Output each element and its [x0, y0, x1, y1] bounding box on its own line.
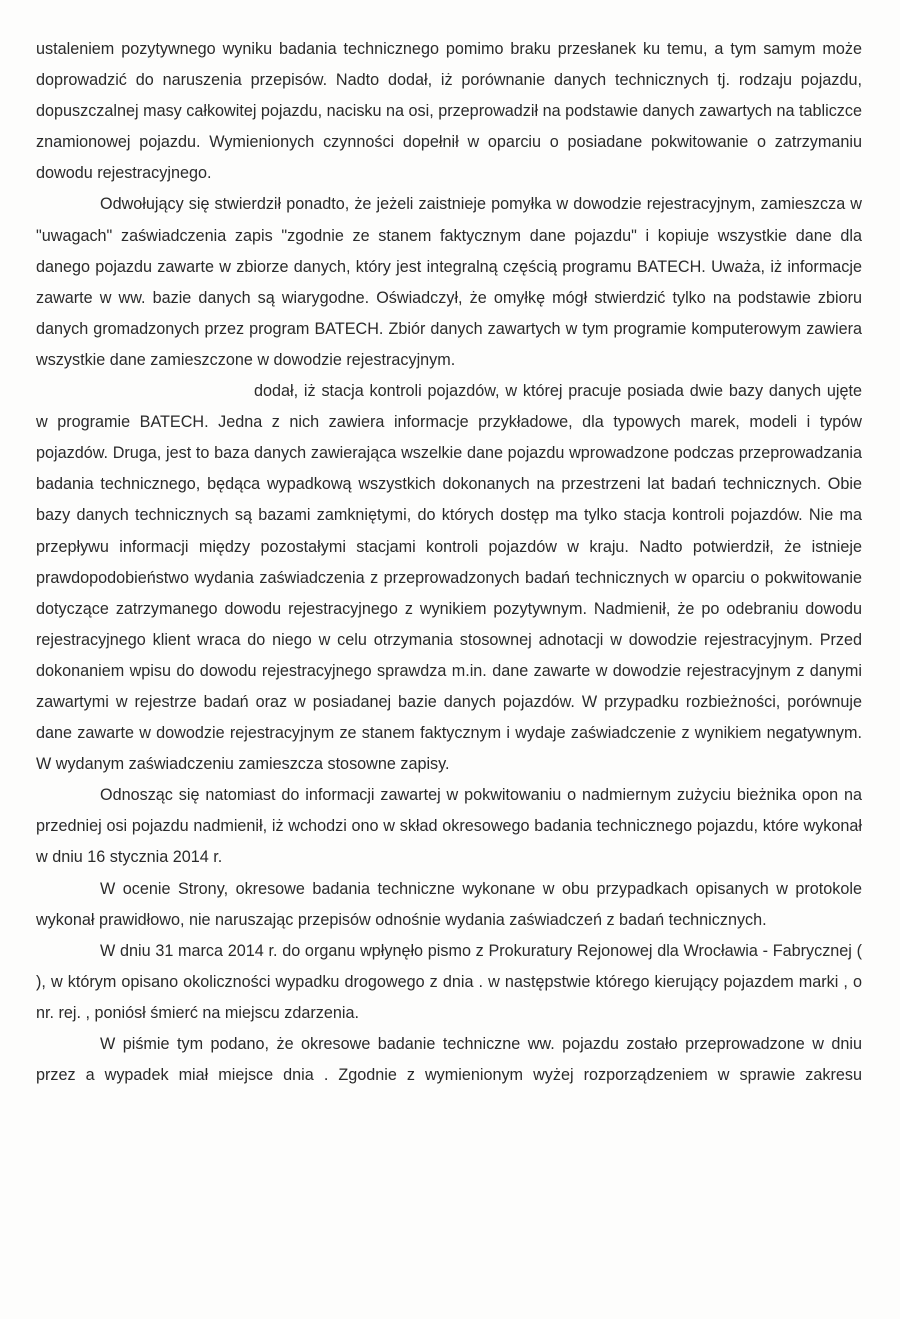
paragraph-5: W ocenie Strony, okresowe badania techniczne wykonane w obu przypadkach opisanych w protokole wykonał prawidłowo, nie naruszając przepisów odnośnie wydania zaświadczeń z badań technicznych.: [36, 879, 862, 929]
document-body: [36, 34, 862, 1091]
paragraph-4: Odnosząc się natomiast do informacji zawartej w pokwitowaniu o nadmiernym zużyciu bieżnika opon na przedniej osi pojazdu nadmienił, iż wchodzi ono w skład okresowego badania technicznego pojazdu, które wykonał w dniu 16 stycznia 2014 r.: [36, 786, 862, 867]
paragraph-2: Odwołujący się stwierdził ponadto, że jeżeli zaistnieje pomyłka w dowodzie rejestracyjnym, zamieszcza w "uwagach" zaświadczenia zapis "zgodnie ze stanem faktycznym dane pojazdu" i kopiuje wszystkie dane dla danego pojazdu zawarte w zbiorze danych, który jest integralną częścią programu BATECH. Uważa, iż informacje zawarte w ww. bazie danych są wiarygodne. Oświadczył, że omyłkę mógł stwierdzić tylko na podstawie zbioru danych gromadzonych przez program BATECH. Zbiór danych zawartych w tym programie komputerowym zawiera wszystkie dane zamieszczone w dowodzie rejestracyjnym.: [36, 195, 862, 369]
paragraph-1: ustaleniem pozytywnego wyniku badania technicznego pomimo braku przesłanek ku temu, a tym samym może doprowadzić do naruszenia przepisów. Nadto dodał, iż porównanie danych technicznych tj. rodzaju pojazdu, dopuszczalnej masy całkowitej pojazdu, nacisku na osi, przeprowadził na podstawie danych zawartych na tabliczce znamionowej pojazdu. Wymienionych czynności dopełnił w oparciu o posiadane pokwitowanie o zatrzymaniu dowodu rejestracyjnego.: [36, 40, 862, 183]
paragraph-6: W dniu 31 marca 2014 r. do organu wpłynęło pismo z Prokuratury Rejonowej dla Wrocławia - Fabrycznej ( ), w którym opisano okoliczności wypadku drogowego z dnia . w następstwie którego kierujący pojazdem marki , o nr. rej. , poniósł śmierć na miejscu zdarzenia.: [36, 941, 862, 1022]
paragraph-3: dodał, iż stacja kontroli pojazdów, w której pracuje posiada dwie bazy danych ujęte w programie BATECH. Jedna z nich zawiera informacje przykładowe, dla typowych marek, modeli i typów pojazdów. Druga, jest to baza danych zawierająca wszelkie dane pojazdu wprowadzone podczas przeprowadzania badania technicznego, będąca wypadkową wszystkich dokonanych na przestrzeni lat badań technicznych. Obie bazy danych technicznych są bazami zamkniętymi, do których dostęp ma tylko stacja kontroli pojazdów. Nie ma przepływu informacji między pozostałymi stacjami kontroli pojazdów w kraju. Nadto potwierdził, że istnieje prawdopodobieństwo wydania zaświadczenia z przeprowadzonych badań technicznych w oparciu o pokwitowanie dotyczące zatrzymanego dowodu rejestracyjnego z wynikiem pozytywnym. Nadmienił, że po odebraniu dowodu rejestracyjnego klient wraca do niego w celu otrzymania stosownej adnotacji w dowodzie rejestracyjnym. Przed dokonaniem wpisu do dowodu rejestracyjnego sprawdza m.in. dane zawarte w dowodzie rejestracyjnym z danymi zawartymi w rejestrze badań oraz w posiadanej bazie danych pojazdów. W przypadku rozbieżności, porównuje dane zawarte w dowodzie rejestracyjnym ze stanem faktycznym i wydaje zaświadczenie z wynikiem negatywnym. W wydanym zaświadczeniu zamieszcza stosowne zapisy.: [36, 382, 862, 774]
paragraph-7: W piśmie tym podano, że okresowe badanie techniczne ww. pojazdu zostało przeprowadzone w dniu przez a wypadek miał miejsce dnia . Zgodnie z wymienionym wyżej rozporządzeniem w sprawie zakresu: [36, 1035, 862, 1085]
